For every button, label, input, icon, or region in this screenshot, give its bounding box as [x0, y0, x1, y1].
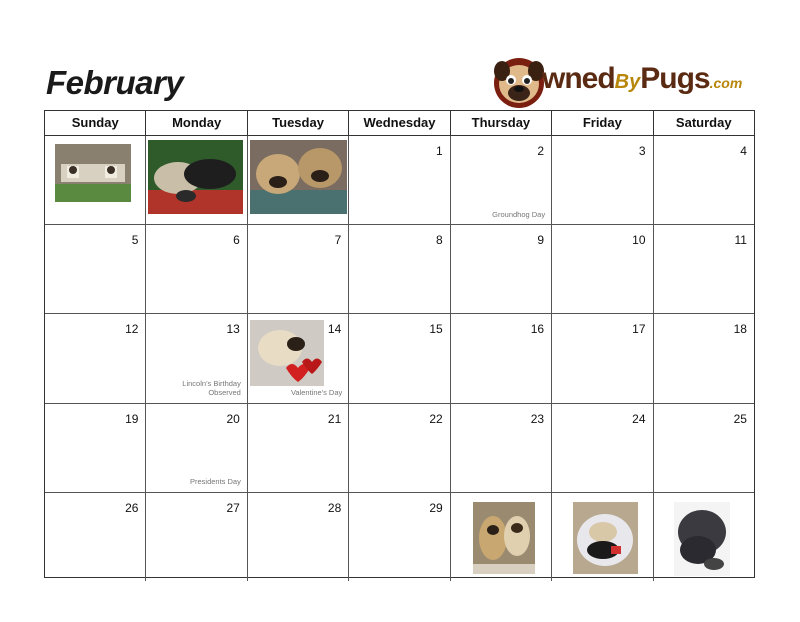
weekday-saturday: Saturday [653, 111, 754, 135]
day-cell [348, 225, 449, 313]
day-number: 24 [632, 411, 646, 426]
day-cell [450, 493, 551, 581]
day-cell [348, 314, 449, 402]
day-cell [551, 314, 652, 402]
pug-face-logo-icon [492, 56, 546, 108]
day-cell [653, 404, 754, 492]
day-cell [145, 225, 246, 313]
day-cell [450, 314, 551, 402]
day-number: 12 [125, 322, 139, 337]
day-cell [145, 493, 246, 581]
holiday-label-line1: Lincoln's Birthday [182, 378, 241, 388]
calendar-week [45, 225, 754, 314]
day-number: 28 [327, 500, 342, 515]
day-number: 4 [740, 144, 747, 158]
day-number: 7 [334, 233, 342, 248]
day-number: 9 [537, 233, 545, 248]
holiday-label [182, 379, 241, 398]
day-cell [45, 225, 145, 313]
day-cell [653, 136, 754, 224]
weekday-header-row [45, 111, 754, 136]
pug-photo-sleeping-pair [148, 140, 243, 214]
day-number: 16 [530, 322, 545, 337]
day-cell [247, 136, 348, 224]
day-number: 21 [327, 411, 342, 426]
logo-text-owned: wned [542, 62, 615, 95]
weekday-sunday: Sunday [71, 115, 119, 130]
day-number: 10 [632, 233, 646, 248]
day-number: 1 [436, 144, 443, 158]
day-number: 20 [226, 411, 240, 426]
pug-photo-valentine [250, 320, 324, 386]
logo-text-pugs: Pugs [640, 62, 710, 95]
day-number: 5 [131, 233, 139, 248]
day-cell [551, 225, 652, 313]
calendar-week [45, 404, 754, 493]
day-number: 22 [429, 411, 443, 426]
day-cell [247, 314, 348, 402]
day-cell [247, 493, 348, 581]
day-number: 29 [429, 500, 443, 515]
month-title: February [46, 64, 184, 101]
day-number: 2 [537, 144, 545, 158]
calendar-week [45, 493, 754, 581]
day-cell [45, 314, 145, 402]
day-cell [45, 404, 145, 492]
owned-by-pugs-logo [492, 56, 742, 108]
day-number: 19 [125, 411, 139, 426]
day-number: 27 [226, 500, 240, 515]
calendar-week [45, 136, 754, 225]
day-cell [450, 404, 551, 492]
pug-photo-two-faces [250, 140, 347, 214]
weekday-wednesday: Wednesday [348, 111, 449, 135]
day-cell [247, 404, 348, 492]
day-cell [348, 493, 449, 581]
day-cell [551, 136, 652, 224]
day-cell [348, 404, 449, 492]
logo-text-by: By [614, 71, 641, 93]
day-cell [653, 493, 754, 581]
day-cell [551, 404, 652, 492]
day-cell [145, 404, 246, 492]
logo-wordmark [542, 64, 742, 94]
day-number: 26 [125, 500, 139, 515]
holiday-label: Groundhog Day [492, 209, 546, 219]
holiday-label: Valentine's Day [290, 388, 343, 398]
day-number: 25 [733, 411, 747, 426]
weekday-thursday: Thursday [450, 111, 551, 135]
day-cell [450, 225, 551, 313]
holiday-label-line2: Observed [208, 388, 241, 398]
weekday-tuesday: Tuesday [247, 111, 348, 135]
day-number: 13 [226, 322, 240, 337]
day-number: 14 [327, 322, 342, 337]
day-number: 23 [530, 411, 545, 426]
day-cell [551, 493, 652, 581]
day-number: 17 [632, 322, 646, 337]
calendar-grid [44, 110, 755, 578]
weekday-friday: Friday [551, 111, 652, 135]
day-number: 11 [734, 233, 747, 248]
pug-photo-bed [573, 502, 638, 574]
pug-photo-black-pug [674, 502, 730, 576]
day-number: 8 [436, 233, 443, 248]
day-cell [653, 225, 754, 313]
logo-text-com: .com [709, 75, 743, 91]
day-cell [45, 493, 145, 581]
day-cell [247, 225, 348, 313]
day-cell [145, 136, 246, 224]
calendar-week [45, 314, 754, 403]
holiday-label: Presidents Day [189, 477, 241, 487]
day-number: 6 [233, 233, 240, 248]
weekday-monday: Monday [145, 111, 246, 135]
day-cell [348, 136, 449, 224]
day-cell [653, 314, 754, 402]
day-cell [145, 314, 246, 402]
day-number: 3 [638, 144, 646, 158]
day-number: 18 [733, 322, 747, 337]
day-cell [450, 136, 551, 224]
day-cell [45, 136, 145, 224]
pug-photo-bench [55, 144, 131, 202]
day-number: 15 [429, 322, 443, 337]
pug-photo-sitting-pair [473, 502, 535, 574]
